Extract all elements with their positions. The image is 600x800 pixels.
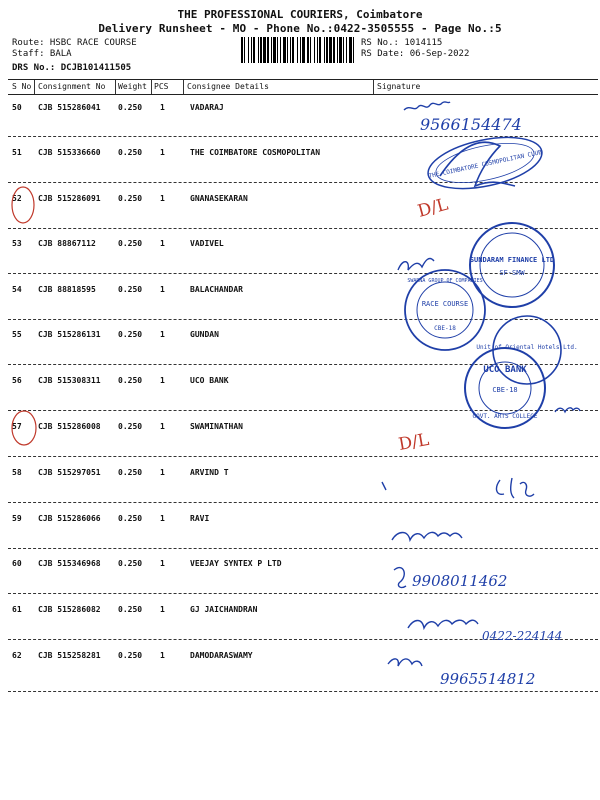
row-consignment: CJB 515258281 (38, 651, 101, 660)
stamp-text: Unit of Oriental Hotels Ltd. (476, 344, 578, 351)
row-weight: 0.250 (118, 148, 143, 157)
row-weight: 0.250 (118, 239, 143, 248)
stamp-text: CBE-18 (492, 386, 518, 394)
row-weight: 0.250 (118, 514, 143, 523)
handwritten-phone: 9965514812 (440, 670, 536, 688)
row-pcs: 1 (160, 194, 165, 203)
uco-bank-stamp (465, 348, 545, 428)
row-consignment: CJB 88867112 (38, 239, 96, 248)
red-circle-mark (12, 187, 34, 223)
rs-number: RS No.: 1014115 (361, 38, 443, 48)
row-sno: 51 (12, 148, 22, 157)
row-consignee: DAMODARASWAMY (190, 651, 253, 660)
row-sno: 55 (12, 330, 22, 339)
stamp-text: THE COIMBATORE COSMOPOLITAN CLUB (428, 149, 543, 180)
col-divider (151, 80, 152, 94)
stamp-text: GOVT. ARTS COLLEGE (472, 413, 538, 420)
row-sno: 59 (12, 514, 22, 523)
row-consignee: VADARAJ (190, 103, 224, 112)
row-consignment: CJB 515297051 (38, 468, 101, 477)
row-sno: 60 (12, 559, 22, 568)
row-separator (8, 136, 598, 137)
row-separator (8, 228, 598, 229)
row-sno: 57 (12, 422, 22, 431)
stamp-text: UCO BANK (483, 365, 527, 375)
row-pcs: 1 (160, 422, 165, 431)
row-consignment: CJB 515308311 (38, 376, 101, 385)
signature-scribble (404, 102, 450, 110)
row-pcs: 1 (160, 651, 165, 660)
row-consignment: CJB 515286041 (38, 103, 101, 112)
row-consignee: SWAMINATHAN (190, 422, 243, 431)
row-pcs: 1 (160, 605, 165, 614)
row-separator (8, 639, 598, 640)
row-pcs: 1 (160, 285, 165, 294)
cosmopolitan-stamp (423, 128, 546, 197)
signature-scribble (440, 142, 515, 186)
staff-label: Staff: BALA (12, 49, 72, 59)
row-weight: 0.250 (118, 285, 143, 294)
col-divider (373, 80, 374, 94)
col-header-signature: Signature (377, 82, 421, 91)
row-consignment: CJB 515286008 (38, 422, 101, 431)
row-separator (8, 456, 598, 457)
row-sno: 56 (12, 376, 22, 385)
barcode-icon (240, 37, 358, 63)
row-separator (8, 502, 598, 503)
row-consignment: CJB 515336660 (38, 148, 101, 157)
row-pcs: 1 (160, 330, 165, 339)
row-consignment: CJB 515286091 (38, 194, 101, 203)
row-weight: 0.250 (118, 422, 143, 431)
col-header-weight: Weight (118, 82, 147, 91)
row-pcs: 1 (160, 376, 165, 385)
col-header-consignee: Consignee Details (187, 82, 269, 91)
row-weight: 0.250 (118, 559, 143, 568)
row-separator (8, 410, 598, 411)
row-weight: 0.250 (118, 330, 143, 339)
row-sno: 58 (12, 468, 22, 477)
row-pcs: 1 (160, 239, 165, 248)
stamp-text: CBE-18 (434, 325, 456, 332)
row-consignee: ARVIND T (190, 468, 229, 477)
row-separator (8, 364, 598, 365)
row-weight: 0.250 (118, 605, 143, 614)
route-label: Route: HSBC RACE COURSE (12, 38, 137, 48)
row-consignee: VEEJAY SYNTEX P LTD (190, 559, 282, 568)
row-consignment: CJB 515286066 (38, 514, 101, 523)
row-consignee: GNANASEKARAN (190, 194, 248, 203)
stamp-text: SUNDARAM FINANCE LTD (469, 256, 555, 264)
company-title: THE PROFESSIONAL COURIERS, Coimbatore (177, 8, 423, 21)
sundaram-finance-stamp (470, 223, 554, 307)
signature-scribble (394, 568, 406, 588)
col-header-sno: S No (12, 82, 32, 91)
row-sno: 62 (12, 651, 22, 660)
row-separator (8, 691, 598, 692)
row-consignment: CJB 515346968 (38, 559, 101, 568)
row-consignment: CJB 88818595 (38, 285, 96, 294)
signature-scribble (382, 478, 534, 498)
col-header-consignment: Consignment No (38, 82, 106, 91)
row-weight: 0.250 (118, 103, 143, 112)
signature-scribble (398, 259, 434, 270)
col-divider (115, 80, 116, 94)
row-weight: 0.250 (118, 468, 143, 477)
row-pcs: 1 (160, 148, 165, 157)
row-pcs: 1 (160, 514, 165, 523)
row-pcs: 1 (160, 103, 165, 112)
row-sno: 53 (12, 239, 22, 248)
runsheet-title: Delivery Runsheet - MO - Phone No.:0422-3505555 - Page No.:5 (98, 22, 502, 35)
table-top-rule (8, 79, 598, 80)
row-separator (8, 319, 598, 320)
row-separator (8, 593, 598, 594)
stamp-text: SWARNA GROUP OF COMPANIES (407, 278, 483, 284)
row-sno: 50 (12, 103, 22, 112)
oriental-hotels-stamp (476, 316, 577, 384)
row-consignee: THE COIMBATORE COSMOPOLITAN (190, 148, 321, 157)
row-pcs: 1 (160, 559, 165, 568)
row-consignment: CJB 515286082 (38, 605, 101, 614)
stamp-text: SF-SMW (499, 269, 525, 277)
col-divider (183, 80, 184, 94)
row-weight: 0.250 (118, 194, 143, 203)
rs-date: RS Date: 06-Sep-2022 (361, 49, 470, 59)
row-consignment: CJB 515286131 (38, 330, 101, 339)
row-consignee: RAVI (190, 514, 210, 523)
stamp-text: RACE COURSE (421, 300, 469, 308)
row-separator (8, 182, 598, 183)
handwritten-phone: 9908011462 (412, 572, 508, 590)
handwritten-dl: D/L (396, 429, 431, 455)
row-separator (8, 548, 598, 549)
table-header-rule (8, 94, 598, 95)
signature-scribble (408, 620, 478, 628)
row-consignee: UCO BANK (190, 376, 229, 385)
handwritten-phone: 0422-224144 (482, 629, 563, 643)
row-weight: 0.250 (118, 651, 143, 660)
row-consignee: GJ JAICHANDRAN (190, 605, 258, 614)
row-pcs: 1 (160, 468, 165, 477)
row-consignee: GUNDAN (190, 330, 219, 339)
drs-number: DRS No.: DCJB101411505 (12, 63, 132, 73)
col-header-pcs: PCS (154, 82, 169, 91)
race-course-stamp (405, 270, 485, 350)
handwritten-phone: 9566154474 (420, 115, 522, 134)
row-separator (8, 273, 598, 274)
row-sno: 61 (12, 605, 22, 614)
col-divider (34, 80, 35, 94)
row-sno: 52 (12, 194, 22, 203)
row-consignee: BALACHANDAR (190, 285, 243, 294)
row-sno: 54 (12, 285, 22, 294)
row-weight: 0.250 (118, 376, 143, 385)
signature-scribble (392, 532, 462, 540)
handwritten-dl: D/L (415, 194, 451, 222)
signature-scribble (388, 659, 422, 666)
row-consignee: VADIVEL (190, 239, 224, 248)
